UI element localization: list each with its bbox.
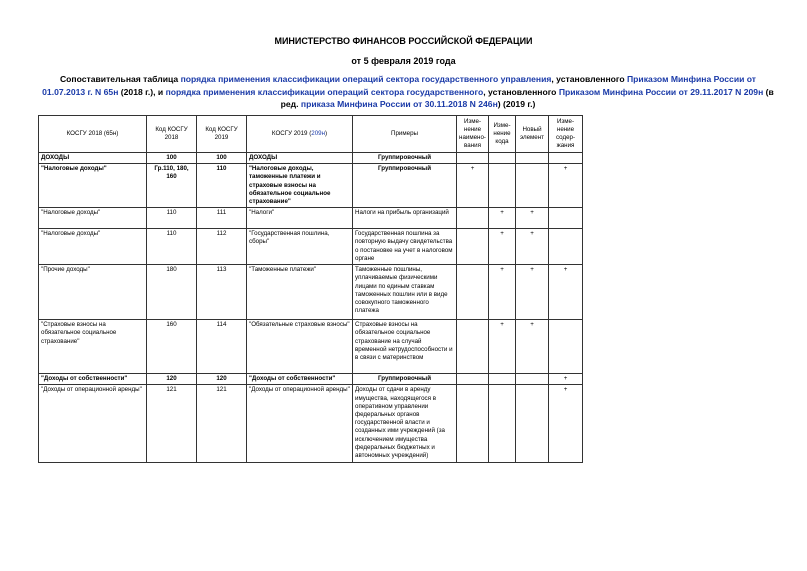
cell-change-code: + <box>489 320 516 374</box>
table-row <box>39 320 583 374</box>
cell-new-element: + <box>516 208 549 229</box>
cell-example: Группировочный <box>353 153 457 164</box>
col-header-examples: Примеры <box>353 116 457 153</box>
subtitle-text: , установленного <box>551 74 627 84</box>
cell-code-2019: 100 <box>197 153 247 164</box>
table-row <box>39 229 583 265</box>
cell-new-element <box>516 164 549 208</box>
comparison-table <box>38 115 583 463</box>
cell-example: Государственная пошлина за повторную выдачу свидетельства о постановке на учет в налоговом органе <box>353 229 457 265</box>
cell-kosgu-2018: "Страховые взносы на обязательное социальное страхование" <box>39 320 147 374</box>
cell-new-element: + <box>516 265 549 320</box>
cell-kosgu-2019: "Доходы от собственности" <box>247 374 353 385</box>
table-row <box>39 265 583 320</box>
col-header-kosgu-2019 <box>247 116 353 153</box>
subtitle-link-65n[interactable]: Приказом Минфина России от 01.07.2013 г. N 65н <box>42 74 757 97</box>
subtitle-text: (2018 г.), и <box>118 86 166 97</box>
cell-kosgu-2019: "Налоговые доходы, таможенные платежи и страховые взносы на обязательное социальное страхование" <box>247 164 353 208</box>
cell-kosgu-2019: ДОХОДЫ <box>247 153 353 164</box>
cell-kosgu-2019: "Доходы от операционной аренды" <box>247 385 353 463</box>
cell-code-2018: 120 <box>147 374 197 385</box>
cell-change-name <box>457 265 489 320</box>
cell-code-2018: 180 <box>147 265 197 320</box>
cell-code-2019: 113 <box>197 265 247 320</box>
cell-kosgu-2019: "Государственная пошлина, сборы" <box>247 229 353 265</box>
col-header-change-code: Изме-нение кода <box>489 116 516 153</box>
col-header-text: КОСГУ 2019 ( <box>271 129 312 137</box>
cell-change-content <box>549 229 583 265</box>
cell-kosgu-2018: "Налоговые доходы" <box>39 164 147 208</box>
cell-change-code: + <box>489 265 516 320</box>
cell-change-name <box>457 229 489 265</box>
cell-kosgu-2018: "Налоговые доходы" <box>39 229 147 265</box>
cell-new-element <box>516 153 549 164</box>
cell-change-code <box>489 153 516 164</box>
table-row <box>39 164 583 208</box>
cell-change-name <box>457 385 489 463</box>
cell-code-2018: 100 <box>147 153 197 164</box>
cell-change-content: + <box>549 164 583 208</box>
cell-change-code <box>489 374 516 385</box>
cell-code-2019: 110 <box>197 164 247 208</box>
subtitle-text: ) (2019 г.) <box>497 99 536 109</box>
subtitle-text: Сопоставительная таблица <box>59 74 181 84</box>
subtitle-link-246n[interactable]: приказа Минфина России от 30.11.2018 N 246н <box>300 99 498 109</box>
cell-new-element <box>516 374 549 385</box>
document-title: МИНИСТЕРСТВО ФИНАНСОВ РОССИЙСКОЙ ФЕДЕРАЦИИ <box>274 36 533 46</box>
cell-new-element <box>516 385 549 463</box>
cell-example: Таможенные пошлины, уплачиваемые физическими лицами по единым ставкам таможенных пошлин или в виде совокупного таможенного платежа <box>353 265 457 320</box>
col-header-new-element: Новый элемент <box>516 116 549 153</box>
table-header-row <box>39 116 583 153</box>
table-row <box>39 374 583 385</box>
cell-change-content <box>549 320 583 374</box>
col-header-code-2019: Код КОСГУ 2019 <box>197 116 247 153</box>
cell-kosgu-2019: "Обязательные страховые взносы" <box>247 320 353 374</box>
col-header-change-name: Изме-нение наимено-вания <box>457 116 489 153</box>
cell-change-content <box>549 153 583 164</box>
cell-kosgu-2018: "Прочие доходы" <box>39 265 147 320</box>
cell-code-2019: 111 <box>197 208 247 229</box>
cell-change-content: + <box>549 265 583 320</box>
cell-change-name <box>457 153 489 164</box>
cell-code-2018: Гр.110, 180, 160 <box>147 164 197 208</box>
cell-change-code <box>489 385 516 463</box>
cell-code-2018: 110 <box>147 229 197 265</box>
subtitle-link-65n-order[interactable]: порядка применения классификации операций сектора государственного управления <box>180 74 552 84</box>
cell-code-2018: 160 <box>147 320 197 374</box>
cell-change-name <box>457 374 489 385</box>
cell-change-code: + <box>489 229 516 265</box>
link-209n[interactable]: 209н <box>311 129 326 137</box>
table-row <box>39 153 583 164</box>
cell-code-2019: 120 <box>197 374 247 385</box>
subtitle-link-209n[interactable]: Приказом Минфина России от 29.11.2017 N 209н <box>558 86 764 97</box>
cell-change-name <box>457 208 489 229</box>
cell-kosgu-2019: "Налоги" <box>247 208 353 229</box>
cell-kosgu-2018: ДОХОДЫ <box>39 153 147 164</box>
cell-kosgu-2018: "Налоговые доходы" <box>39 208 147 229</box>
col-header-kosgu-2018: КОСГУ 2018 (65н) <box>39 116 147 153</box>
document-subtitle <box>38 73 778 111</box>
cell-change-content: + <box>549 374 583 385</box>
cell-example: Страховые взносы на обязательное социальное страхование на случай временной нетрудоспособности и в связи с материнством <box>353 320 457 374</box>
cell-code-2019: 121 <box>197 385 247 463</box>
cell-example: Группировочный <box>353 164 457 208</box>
cell-change-content <box>549 208 583 229</box>
cell-change-content: + <box>549 385 583 463</box>
cell-new-element: + <box>516 229 549 265</box>
subtitle-text: , установленного <box>483 86 559 97</box>
col-header-text: ) <box>325 129 328 137</box>
cell-change-name: + <box>457 164 489 208</box>
cell-change-name <box>457 320 489 374</box>
cell-example: Группировочный <box>353 374 457 385</box>
subtitle-link-209n-order[interactable]: порядка применения классификации операций сектора государственного <box>165 86 484 97</box>
cell-example: Налоги на прибыль организаций <box>353 208 457 229</box>
table-row <box>39 208 583 229</box>
col-header-change-content: Изме-нение содер-жания <box>549 116 583 153</box>
subtitle-text: (в ред. <box>280 86 774 109</box>
cell-code-2019: 112 <box>197 229 247 265</box>
col-header-code-2018: Код КОСГУ 2018 <box>147 116 197 153</box>
cell-change-code <box>489 164 516 208</box>
cell-kosgu-2018: "Доходы от собственности" <box>39 374 147 385</box>
cell-code-2018: 110 <box>147 208 197 229</box>
cell-code-2018: 121 <box>147 385 197 463</box>
cell-kosgu-2018: "Доходы от операционной аренды" <box>39 385 147 463</box>
cell-code-2019: 114 <box>197 320 247 374</box>
cell-new-element: + <box>516 320 549 374</box>
cell-kosgu-2019: "Таможенные платежи" <box>247 265 353 320</box>
document-date: от 5 февраля 2019 года <box>351 56 456 66</box>
table-row <box>39 385 583 463</box>
cell-change-code: + <box>489 208 516 229</box>
cell-example: Доходы от сдачи в аренду имущества, находящегося в оперативном управлении федеральных органов государственной власти и созданных ими учреждений (за исключением имущества федеральных бюджетных и автономных учреждений) <box>353 385 457 463</box>
